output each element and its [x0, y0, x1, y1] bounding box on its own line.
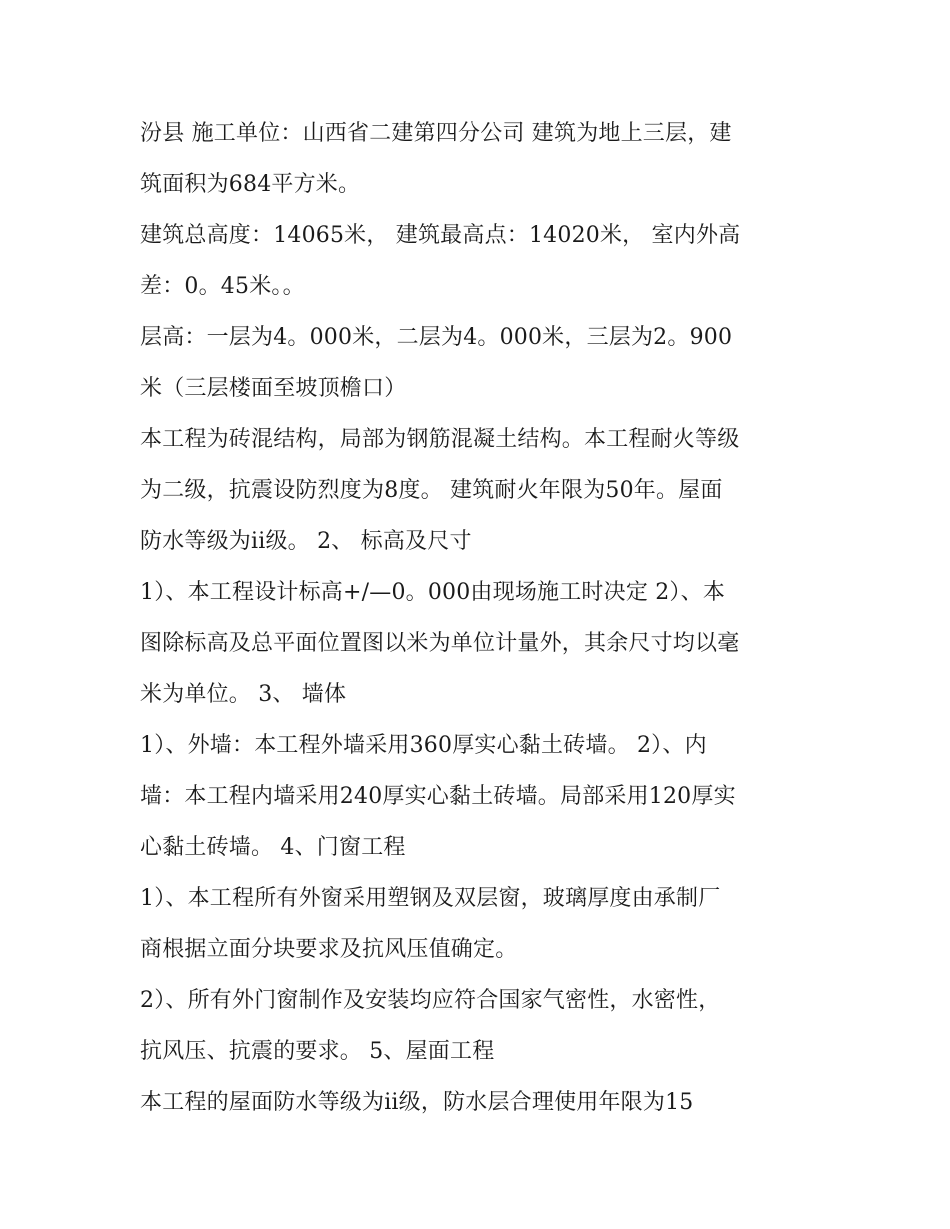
text-line: 差：0。45米。。	[140, 274, 305, 299]
text-line: 层高：一层为4。000米，二层为4。000米，三层为2。900	[140, 325, 733, 350]
text-line: 商根据立面分块要求及抗风压值确定。	[140, 937, 518, 962]
text-line: 墙：本工程内墙采用240厚实心黏土砖墙。局部采用120厚实	[140, 784, 736, 809]
text-line: 本工程为砖混结构，局部为钢筋混凝土结构。本工程耐火等级	[140, 427, 740, 452]
text-line: 防水等级为ii级。 2、 标高及尺寸	[140, 529, 472, 554]
text-line: 2）、所有外门窗制作及安装均应符合国家气密性，水密性，	[140, 988, 721, 1013]
text-line: 为二级，抗震设防烈度为8度。 建筑耐火年限为50年。屋面	[140, 478, 723, 503]
text-line: 1）、外墙：本工程外墙采用360厚实心黏土砖墙。 2）、内	[140, 733, 707, 758]
text-line: 建筑总高度：14065米， 建筑最高点：14020米， 室内外高	[140, 223, 741, 248]
text-line: 米（三层楼面至坡顶檐口）	[140, 376, 407, 401]
text-line: 本工程的屋面防水等级为ii级，防水层合理使用年限为15	[140, 1090, 694, 1115]
text-line: 1）、本工程设计标高+/—0。000由现场施工时决定 2）、本	[140, 580, 726, 605]
text-line: 1）、本工程所有外窗采用塑钢及双层窗，玻璃厚度由承制厂	[140, 886, 721, 911]
document-body	[140, 108, 820, 1128]
text-line: 图除标高及总平面位置图以米为单位计量外，其余尺寸均以毫	[140, 631, 740, 656]
text-line: 心黏土砖墙。 4、门窗工程	[140, 835, 406, 860]
text-line: 筑面积为684平方米。	[140, 172, 361, 197]
text-line: 米为单位。 3、 墙体	[140, 682, 347, 707]
text-line: 抗风压、抗震的要求。 5、屋面工程	[140, 1039, 495, 1064]
text-line: 汾县 施工单位：山西省二建第四分公司 建筑为地上三层，建	[140, 121, 732, 146]
